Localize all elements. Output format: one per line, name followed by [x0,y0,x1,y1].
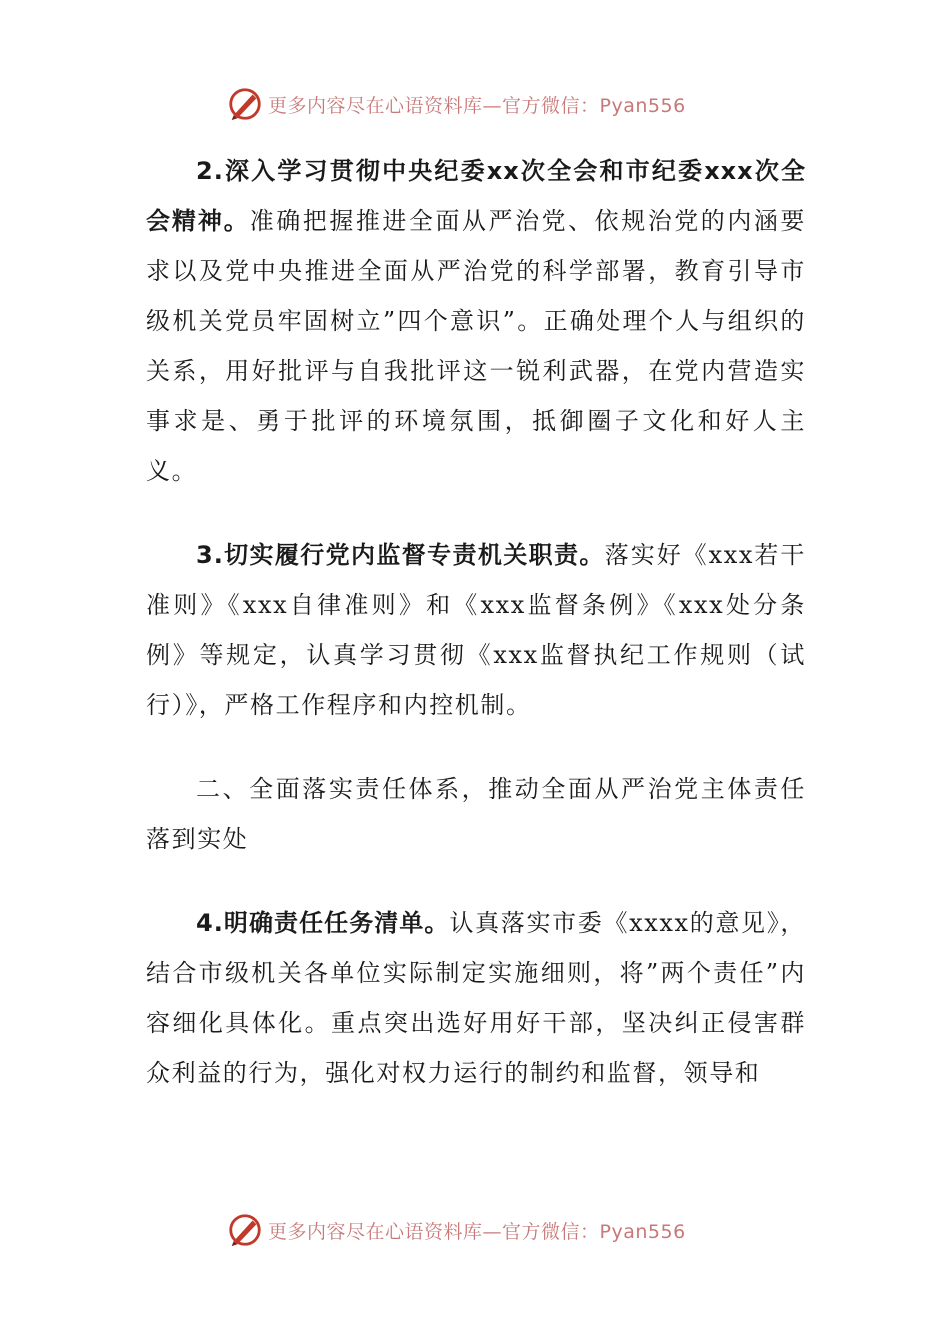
pen-logo-icon [226,1211,264,1249]
paragraph-4: 4.明确责任任务清单。认真落实市委《xxxx的意见》，结合市级机关各单位实际制定实施细则，将”两个责任”内容细化具体化。重点突出选好用好干部，坚决纠正侵害群众利益的行为，强化对权力运行的制约和监督，领导和 [146,909,806,1087]
document-body [146,146,806,1132]
section-heading-2: 二、全面落实责任体系，推动全面从严治党主体责任落到实处 [146,775,806,853]
header-watermark [226,84,686,124]
paragraph-3: 3.切实履行党内监督专责机关职责。落实好《xxx若干准则》《xxx自律准则》和《xxx监督条例》《xxx处分条例》等规定，认真学习贯彻《xxx监督执纪工作规则（试行）》，严格工作程序和内控机制。 [146,541,806,719]
paragraph-2: 2.深入学习贯彻中央纪委xx次全会和市纪委xxx次全会精神。准确把握推进全面从严治党、依规治党的内涵要求以及党中央推进全面从严治党的科学部署，教育引导市级机关党员牢固树立”四个意识”。正确处理个人与组织的关系，用好批评与自我批评这一锐利武器，在党内营造实事求是、勇于批评的环境氛围，抵御圈子文化和好人主义。 [146,157,806,485]
pen-logo-icon [226,85,264,123]
watermark-text: 更多内容尽在心语资料库—官方微信：Pyan556 [268,1220,686,1243]
watermark-text: 更多内容尽在心语资料库—官方微信：Pyan556 [268,94,686,117]
footer-watermark [226,1210,686,1250]
